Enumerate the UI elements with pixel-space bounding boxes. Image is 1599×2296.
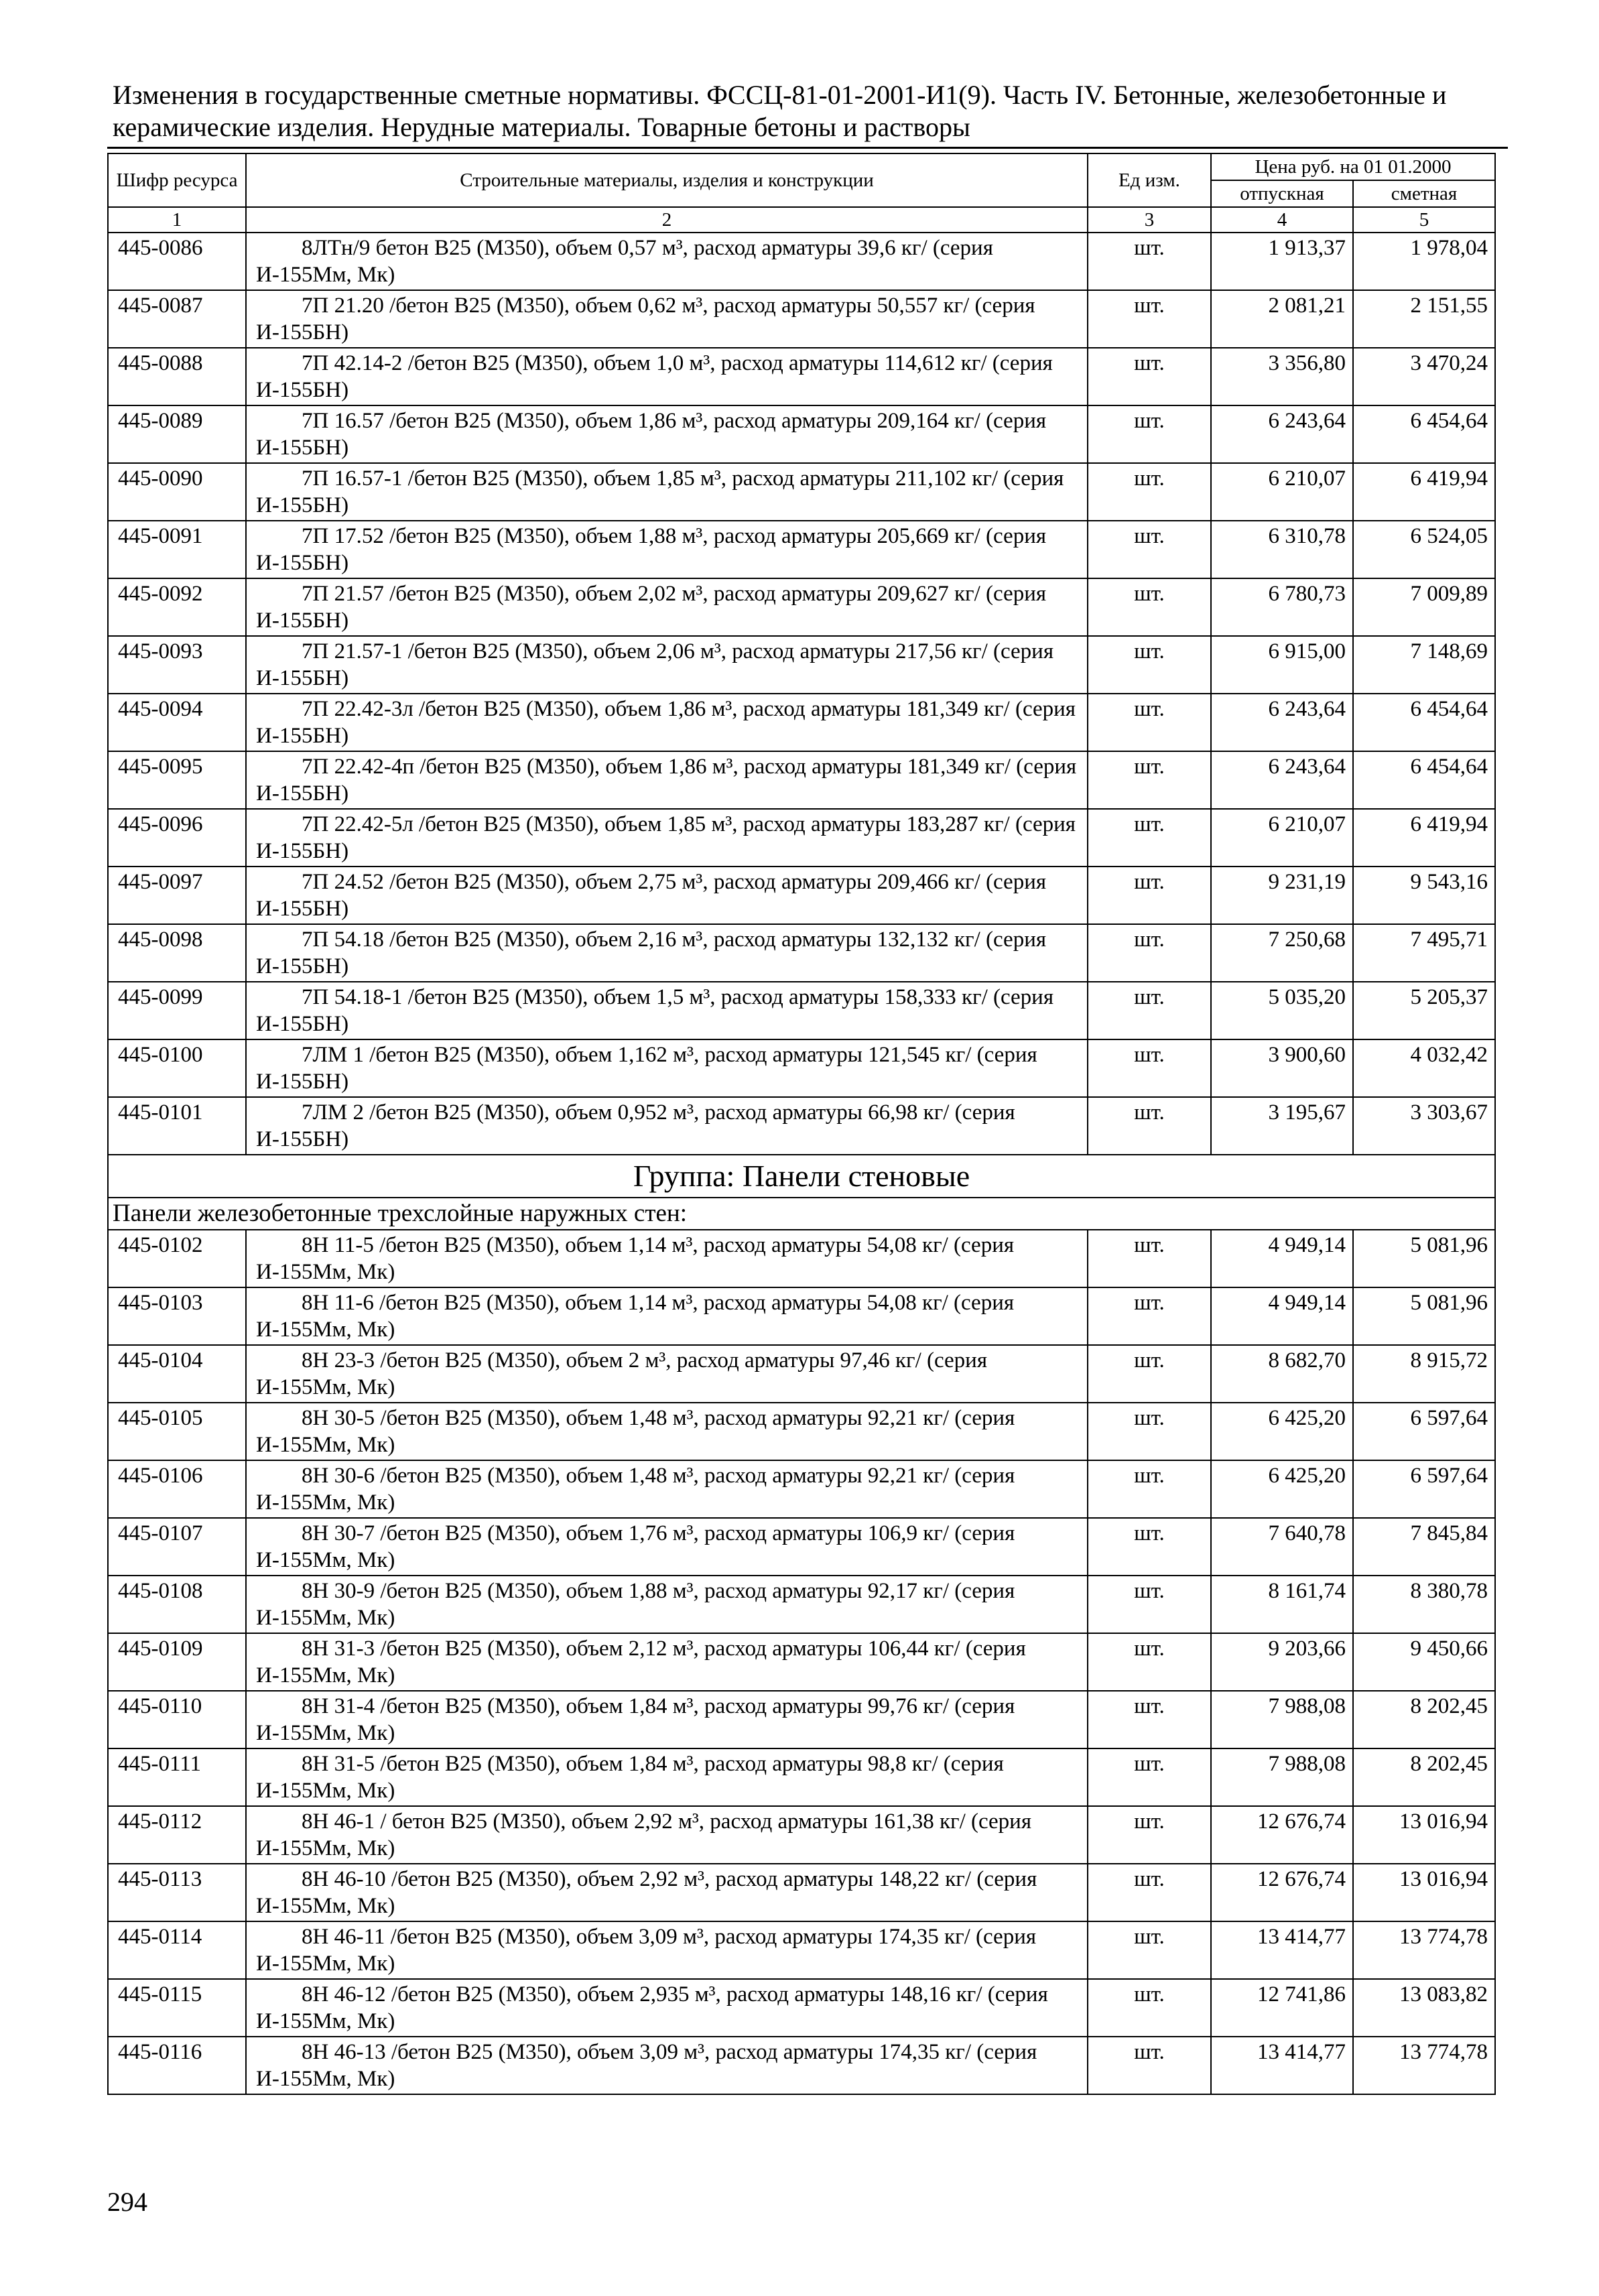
unit-cell: шт.	[1088, 2037, 1211, 2094]
price-table	[107, 153, 1496, 2095]
table-row	[108, 636, 1495, 694]
resource-code: 445-0102	[108, 1230, 246, 1287]
resource-code: 445-0112	[108, 1806, 246, 1864]
item-description: 7П 16.57 /бетон В25 (М350), объем 1,86 м³, расход арматуры 209,164 кг/ (серия И-155БН)	[246, 405, 1088, 463]
release-price: 7 640,78	[1211, 1518, 1353, 1576]
release-price: 2 081,21	[1211, 290, 1353, 348]
unit-cell: шт.	[1088, 1403, 1211, 1460]
resource-code: 445-0091	[108, 521, 246, 578]
item-description: 7ЛМ 2 /бетон В25 (М350), объем 0,952 м³, расход арматуры 66,98 кг/ (серия И-155БН)	[246, 1097, 1088, 1155]
table-row	[108, 290, 1495, 348]
group-title: Группа: Панели стеновые	[108, 1155, 1495, 1198]
table-row	[108, 2037, 1495, 2094]
estimate-price: 6 597,64	[1353, 1460, 1495, 1518]
release-price: 4 949,14	[1211, 1230, 1353, 1287]
item-description: 8Н 30-9 /бетон В25 (М350), объем 1,88 м³, расход арматуры 92,17 кг/ (серия И-155Мм, Мк)	[246, 1576, 1088, 1633]
resource-code: 445-0108	[108, 1576, 246, 1633]
estimate-price: 4 032,42	[1353, 1039, 1495, 1097]
table-row	[108, 1576, 1495, 1633]
resource-code: 445-0100	[108, 1039, 246, 1097]
item-description: 8Н 11-6 /бетон В25 (М350), объем 1,14 м³, расход арматуры 54,08 кг/ (серия И-155Мм, Мк)	[246, 1287, 1088, 1345]
unit-cell: шт.	[1088, 1864, 1211, 1921]
table-row	[108, 1345, 1495, 1403]
estimate-price: 9 450,66	[1353, 1633, 1495, 1691]
unit-cell: шт.	[1088, 1039, 1211, 1097]
col-header-unit: Ед изм.	[1088, 153, 1211, 207]
item-description: 8Н 46-1 / бетон В25 (М350), объем 2,92 м³, расход арматуры 161,38 кг/ (серия И-155Мм, Мк)	[246, 1806, 1088, 1864]
resource-code: 445-0103	[108, 1287, 246, 1345]
unit-cell: шт.	[1088, 751, 1211, 809]
item-description: 8ЛТн/9 бетон В25 (М350), объем 0,57 м³, расход арматуры 39,6 кг/ (серия И-155Мм, Мк)	[246, 233, 1088, 290]
release-price: 3 356,80	[1211, 348, 1353, 405]
table-body-a	[108, 233, 1495, 1155]
unit-cell: шт.	[1088, 924, 1211, 982]
table-row	[108, 982, 1495, 1039]
release-price: 9 231,19	[1211, 867, 1353, 924]
resource-code: 445-0092	[108, 578, 246, 636]
unit-cell: шт.	[1088, 1518, 1211, 1576]
unit-cell: шт.	[1088, 405, 1211, 463]
table-row	[108, 1460, 1495, 1518]
release-price: 6 243,64	[1211, 751, 1353, 809]
unit-cell: шт.	[1088, 1345, 1211, 1403]
table-row	[108, 1806, 1495, 1864]
estimate-price: 13 774,78	[1353, 2037, 1495, 2094]
table-row	[108, 405, 1495, 463]
estimate-price: 5 081,96	[1353, 1230, 1495, 1287]
table-row	[108, 1287, 1495, 1345]
estimate-price: 7 009,89	[1353, 578, 1495, 636]
estimate-price: 13 016,94	[1353, 1806, 1495, 1864]
header-line-1: Изменения в государственные сметные нормативы. ФССЦ-81-01-2001-И1(9). Часть IV. Бетонные, железобетонные и	[113, 80, 1447, 110]
unit-cell: шт.	[1088, 1097, 1211, 1155]
item-description: 8Н 30-6 /бетон В25 (М350), объем 1,48 м³, расход арматуры 92,21 кг/ (серия И-155Мм, Мк)	[246, 1460, 1088, 1518]
unit-cell: шт.	[1088, 521, 1211, 578]
estimate-price: 6 524,05	[1353, 521, 1495, 578]
estimate-price: 2 151,55	[1353, 290, 1495, 348]
release-price: 7 988,08	[1211, 1748, 1353, 1806]
release-price: 12 676,74	[1211, 1806, 1353, 1864]
unit-cell: шт.	[1088, 1576, 1211, 1633]
table-row	[108, 1039, 1495, 1097]
release-price: 6 915,00	[1211, 636, 1353, 694]
item-description: 8Н 11-5 /бетон В25 (М350), объем 1,14 м³, расход арматуры 54,08 кг/ (серия И-155Мм, Мк)	[246, 1230, 1088, 1287]
table-row	[108, 233, 1495, 290]
release-price: 6 243,64	[1211, 694, 1353, 751]
item-description: 8Н 31-5 /бетон В25 (М350), объем 1,84 м³, расход арматуры 98,8 кг/ (серия И-155Мм, Мк)	[246, 1748, 1088, 1806]
page-header	[113, 79, 1507, 143]
unit-cell: шт.	[1088, 1691, 1211, 1748]
table-row	[108, 1748, 1495, 1806]
estimate-price: 5 205,37	[1353, 982, 1495, 1039]
item-description: 7П 54.18-1 /бетон В25 (М350), объем 1,5 м³, расход арматуры 158,333 кг/ (серия И-155БН)	[246, 982, 1088, 1039]
release-price: 5 035,20	[1211, 982, 1353, 1039]
item-description: 8Н 46-13 /бетон В25 (М350), объем 3,09 м³, расход арматуры 174,35 кг/ (серия И-155Мм, Мк)	[246, 2037, 1088, 2094]
header-line-2: керамические изделия. Нерудные материалы. Товарные бетоны и растворы	[113, 112, 970, 142]
table-row	[108, 924, 1495, 982]
item-description: 8Н 46-10 /бетон В25 (М350), объем 2,92 м³, расход арматуры 148,22 кг/ (серия И-155Мм, Мк)	[246, 1864, 1088, 1921]
resource-code: 445-0111	[108, 1748, 246, 1806]
release-price: 13 414,77	[1211, 2037, 1353, 2094]
item-description: 8Н 30-7 /бетон В25 (М350), объем 1,76 м³, расход арматуры 106,9 кг/ (серия И-155Мм, Мк)	[246, 1518, 1088, 1576]
release-price: 6 210,07	[1211, 463, 1353, 521]
resource-code: 445-0107	[108, 1518, 246, 1576]
unit-cell: шт.	[1088, 1806, 1211, 1864]
unit-cell: шт.	[1088, 463, 1211, 521]
col-header-release: отпускная	[1211, 180, 1353, 207]
resource-code: 445-0110	[108, 1691, 246, 1748]
unit-cell: шт.	[1088, 1230, 1211, 1287]
table-row	[108, 1097, 1495, 1155]
col-header-code: Шифр ресурса	[108, 153, 246, 207]
table-row	[108, 751, 1495, 809]
item-description: 7П 24.52 /бетон В25 (М350), объем 2,75 м³, расход арматуры 209,466 кг/ (серия И-155БН)	[246, 867, 1088, 924]
item-description: 7П 42.14-2 /бетон В25 (М350), объем 1,0 м³, расход арматуры 114,612 кг/ (серия И-155БН)	[246, 348, 1088, 405]
resource-code: 445-0104	[108, 1345, 246, 1403]
resource-code: 445-0105	[108, 1403, 246, 1460]
table-row	[108, 348, 1495, 405]
item-description: 8Н 31-4 /бетон В25 (М350), объем 1,84 м³, расход арматуры 99,76 кг/ (серия И-155Мм, Мк)	[246, 1691, 1088, 1748]
unit-cell: шт.	[1088, 1921, 1211, 1979]
item-description: 7П 22.42-4п /бетон В25 (М350), объем 1,86 м³, расход арматуры 181,349 кг/ (серия И-155БН)	[246, 751, 1088, 809]
unit-cell: шт.	[1088, 694, 1211, 751]
table-row	[108, 867, 1495, 924]
estimate-price: 7 148,69	[1353, 636, 1495, 694]
estimate-price: 6 454,64	[1353, 694, 1495, 751]
resource-code: 445-0088	[108, 348, 246, 405]
unit-cell: шт.	[1088, 982, 1211, 1039]
resource-code: 445-0098	[108, 924, 246, 982]
item-description: 7ЛМ 1 /бетон В25 (М350), объем 1,162 м³, расход арматуры 121,545 кг/ (серия И-155БН)	[246, 1039, 1088, 1097]
col-number: 4	[1211, 207, 1353, 233]
resource-code: 445-0093	[108, 636, 246, 694]
estimate-price: 6 454,64	[1353, 751, 1495, 809]
item-description: 7П 22.42-5л /бетон В25 (М350), объем 1,85 м³, расход арматуры 183,287 кг/ (серия И-155БН)	[246, 809, 1088, 867]
release-price: 3 195,67	[1211, 1097, 1353, 1155]
estimate-price: 6 597,64	[1353, 1403, 1495, 1460]
group-section	[108, 1155, 1495, 1230]
item-description: 8Н 30-5 /бетон В25 (М350), объем 1,48 м³, расход арматуры 92,21 кг/ (серия И-155Мм, Мк)	[246, 1403, 1088, 1460]
release-price: 13 414,77	[1211, 1921, 1353, 1979]
release-price: 8 161,74	[1211, 1576, 1353, 1633]
release-price: 12 741,86	[1211, 1979, 1353, 2037]
release-price: 1 913,37	[1211, 233, 1353, 290]
release-price: 3 900,60	[1211, 1039, 1353, 1097]
resource-code: 445-0114	[108, 1921, 246, 1979]
table-row	[108, 1691, 1495, 1748]
item-description: 7П 22.42-3л /бетон В25 (М350), объем 1,86 м³, расход арматуры 181,349 кг/ (серия И-155БН)	[246, 694, 1088, 751]
table-body-b	[108, 1230, 1495, 2094]
estimate-price: 6 419,94	[1353, 809, 1495, 867]
col-number: 5	[1353, 207, 1495, 233]
page-number: 294	[107, 2187, 147, 2217]
item-description: 8Н 46-12 /бетон В25 (М350), объем 2,935 м³, расход арматуры 148,16 кг/ (серия И-155Мм, Мк)	[246, 1979, 1088, 2037]
release-price: 4 949,14	[1211, 1287, 1353, 1345]
item-description: 8Н 23-3 /бетон В25 (М350), объем 2 м³, расход арматуры 97,46 кг/ (серия И-155Мм, Мк)	[246, 1345, 1088, 1403]
resource-code: 445-0095	[108, 751, 246, 809]
resource-code: 445-0086	[108, 233, 246, 290]
item-description: 8Н 31-3 /бетон В25 (М350), объем 2,12 м³, расход арматуры 106,44 кг/ (серия И-155Мм, Мк)	[246, 1633, 1088, 1691]
table-row	[108, 1979, 1495, 2037]
table-row	[108, 694, 1495, 751]
unit-cell: шт.	[1088, 290, 1211, 348]
table-row	[108, 1518, 1495, 1576]
item-description: 7П 21.57 /бетон В25 (М350), объем 2,02 м³, расход арматуры 209,627 кг/ (серия И-155БН)	[246, 578, 1088, 636]
estimate-price: 5 081,96	[1353, 1287, 1495, 1345]
estimate-price: 13 083,82	[1353, 1979, 1495, 2037]
unit-cell: шт.	[1088, 1287, 1211, 1345]
release-price: 6 310,78	[1211, 521, 1353, 578]
resource-code: 445-0116	[108, 2037, 246, 2094]
table-row	[108, 1633, 1495, 1691]
col-header-price: Цена руб. на 01 01.2000	[1211, 153, 1495, 180]
unit-cell: шт.	[1088, 1460, 1211, 1518]
release-price: 6 780,73	[1211, 578, 1353, 636]
resource-code: 445-0113	[108, 1864, 246, 1921]
resource-code: 445-0099	[108, 982, 246, 1039]
estimate-price: 8 915,72	[1353, 1345, 1495, 1403]
group-subtitle: Панели железобетонные трехслойные наружных стен:	[108, 1198, 1495, 1230]
table-row	[108, 578, 1495, 636]
estimate-price: 6 454,64	[1353, 405, 1495, 463]
estimate-price: 13 016,94	[1353, 1864, 1495, 1921]
item-description: 7П 21.20 /бетон В25 (М350), объем 0,62 м³, расход арматуры 50,557 кг/ (серия И-155БН)	[246, 290, 1088, 348]
item-description: 7П 17.52 /бетон В25 (М350), объем 1,88 м³, расход арматуры 205,669 кг/ (серия И-155БН)	[246, 521, 1088, 578]
release-price: 7 988,08	[1211, 1691, 1353, 1748]
estimate-price: 6 419,94	[1353, 463, 1495, 521]
table-row	[108, 1403, 1495, 1460]
table-row	[108, 1230, 1495, 1287]
table-row	[108, 809, 1495, 867]
resource-code: 445-0115	[108, 1979, 246, 2037]
release-price: 12 676,74	[1211, 1864, 1353, 1921]
table-head	[108, 153, 1495, 233]
resource-code: 445-0097	[108, 867, 246, 924]
estimate-price: 7 845,84	[1353, 1518, 1495, 1576]
unit-cell: шт.	[1088, 1748, 1211, 1806]
table-row	[108, 1864, 1495, 1921]
resource-code: 445-0090	[108, 463, 246, 521]
resource-code: 445-0101	[108, 1097, 246, 1155]
col-number: 2	[246, 207, 1088, 233]
resource-code: 445-0106	[108, 1460, 246, 1518]
estimate-price: 13 774,78	[1353, 1921, 1495, 1979]
estimate-price: 8 202,45	[1353, 1691, 1495, 1748]
col-number: 1	[108, 207, 246, 233]
estimate-price: 3 470,24	[1353, 348, 1495, 405]
resource-code: 445-0096	[108, 809, 246, 867]
table-row	[108, 521, 1495, 578]
unit-cell: шт.	[1088, 578, 1211, 636]
release-price: 6 425,20	[1211, 1403, 1353, 1460]
unit-cell: шт.	[1088, 867, 1211, 924]
col-header-name: Строительные материалы, изделия и конструкции	[246, 153, 1088, 207]
item-description: 8Н 46-11 /бетон В25 (М350), объем 3,09 м³, расход арматуры 174,35 кг/ (серия И-155Мм, Мк)	[246, 1921, 1088, 1979]
estimate-price: 8 202,45	[1353, 1748, 1495, 1806]
estimate-price: 7 495,71	[1353, 924, 1495, 982]
unit-cell: шт.	[1088, 1979, 1211, 2037]
unit-cell: шт.	[1088, 1633, 1211, 1691]
resource-code: 445-0089	[108, 405, 246, 463]
release-price: 9 203,66	[1211, 1633, 1353, 1691]
estimate-price: 8 380,78	[1353, 1576, 1495, 1633]
release-price: 7 250,68	[1211, 924, 1353, 982]
resource-code: 445-0109	[108, 1633, 246, 1691]
unit-cell: шт.	[1088, 636, 1211, 694]
item-description: 7П 21.57-1 /бетон В25 (М350), объем 2,06 м³, расход арматуры 217,56 кг/ (серия И-155БН)	[246, 636, 1088, 694]
resource-code: 445-0087	[108, 290, 246, 348]
estimate-price: 3 303,67	[1353, 1097, 1495, 1155]
col-header-estimate: сметная	[1353, 180, 1495, 207]
estimate-price: 1 978,04	[1353, 233, 1495, 290]
unit-cell: шт.	[1088, 809, 1211, 867]
release-price: 6 210,07	[1211, 809, 1353, 867]
release-price: 6 425,20	[1211, 1460, 1353, 1518]
unit-cell: шт.	[1088, 348, 1211, 405]
release-price: 8 682,70	[1211, 1345, 1353, 1403]
resource-code: 445-0094	[108, 694, 246, 751]
column-number-row	[108, 207, 1495, 233]
item-description: 7П 16.57-1 /бетон В25 (М350), объем 1,85 м³, расход арматуры 211,102 кг/ (серия И-155БН)	[246, 463, 1088, 521]
table-row	[108, 1921, 1495, 1979]
unit-cell: шт.	[1088, 233, 1211, 290]
item-description: 7П 54.18 /бетон В25 (М350), объем 2,16 м³, расход арматуры 132,132 кг/ (серия И-155БН)	[246, 924, 1088, 982]
header-rule	[107, 147, 1508, 149]
estimate-price: 9 543,16	[1353, 867, 1495, 924]
col-number: 3	[1088, 207, 1211, 233]
release-price: 6 243,64	[1211, 405, 1353, 463]
table-row	[108, 463, 1495, 521]
